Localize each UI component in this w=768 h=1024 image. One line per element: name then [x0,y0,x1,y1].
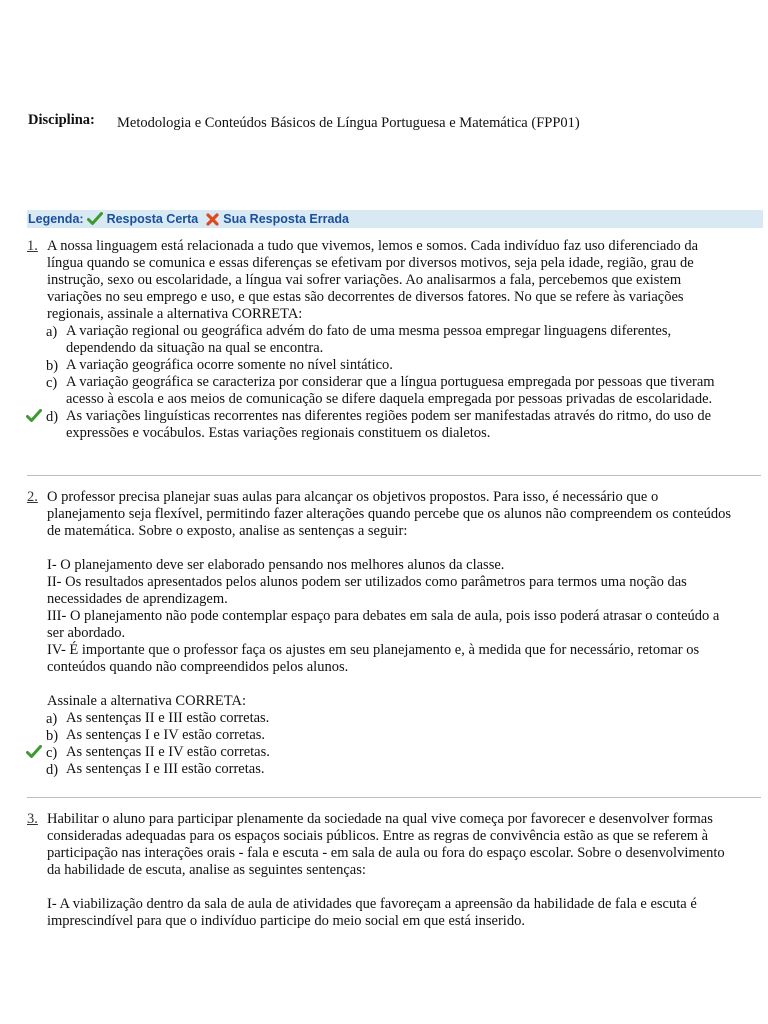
option-b [47,727,737,744]
legend-wrong-label: Sua Resposta Errada [223,212,350,226]
option-text: As sentenças II e IV estão corretas. [66,744,270,760]
question-instruction: Assinale a alternativa CORRETA: [47,693,246,709]
option-d [47,761,737,778]
option-text: As sentenças I e III estão corretas. [66,761,265,777]
divider [27,797,761,798]
question-number[interactable]: 1. [27,238,38,254]
option-text: As sentenças II e III estão corretas. [66,710,270,726]
option-c [47,744,737,761]
question-2 [27,489,737,778]
question-number[interactable]: 3. [27,811,38,827]
statement-i: I- A viabilização dentro da sala de aula de atividades que favoreçam a apreensão da habilidade de fala e escuta é imprescindível para que o indivíduo participe do meio social em que está inserido. [47,896,697,929]
option-d [47,408,737,442]
option-letter: b) [46,728,59,744]
option-text: A variação geográfica se caracteriza por considerar que a língua portuguesa empregada por pessoas que tiveram acesso à escola e aos meios de comunicação se difere daquela empregada por pessoas privadas de escolaridade. [66,374,715,407]
statement-iv: IV- É importante que o professor faça os ajustes em seu planejamento e, à medida que for necessário, retomar os conteúdos quando não compreendidos pelos alunos. [47,642,700,675]
divider [27,475,761,476]
statement-iii: III- O planejamento não pode contemplar espaço para debates em sala de aula, pois isso poderá atrasar o conteúdo a ser abordado. [47,608,720,641]
correct-checkmark-icon [26,409,42,428]
legend-bar [27,210,763,228]
legend-correct-label: Resposta Certa [106,212,199,226]
option-text: A variação geográfica ocorre somente no nível sintático. [66,357,393,373]
option-text: As sentenças I e IV estão corretas. [66,727,266,743]
question-stem: O professor precisa planejar suas aulas para alcançar os objetivos propostos. Para isso, é necessário que o planejamento seja flexível, permitindo fazer alterações quando percebe que os alunos não compreendem os conteúdos de matemática. Sobre o exposto, analise as sentenças a seguir: [47,489,732,539]
question-3 [27,811,737,930]
legend-label: Legenda: [28,212,84,226]
discipline-label: Disciplina: [28,112,95,128]
option-a [47,323,737,357]
statement-i: I- O planejamento deve ser elaborado pensando nos melhores alunos da classe. [47,557,505,573]
option-letter: d) [46,409,59,425]
option-letter: b) [46,358,59,374]
correct-checkmark-icon [26,745,42,764]
option-letter: a) [46,324,58,340]
option-b [47,357,737,374]
question-1 [27,238,737,442]
checkmark-icon [87,212,103,226]
discipline-name: Metodologia e Conteúdos Básicos de Língua Portuguesa e Matemática (FPP01) [117,115,580,131]
cross-icon [206,213,219,226]
option-letter: c) [46,745,58,761]
question-number[interactable]: 2. [27,489,38,505]
question-stem: A nossa linguagem está relacionada a tudo que vivemos, lemos e somos. Cada indivíduo faz uso diferenciado da língua quando se comunica e essas diferenças se efetivam por diversos motivos, seja pela idade, região, grau de instrução, sexo ou escolaridade, a língua vai sofrer variações. Ao analisarmos a fala, percebemos que existem variações no seu emprego e uso, e que estas são decorrentes de diversos fatores. No que se refere às variações regionais, assinale a alternativa CORRETA: [47,238,699,322]
option-text: A variação regional ou geográfica advém do fato de uma mesma pessoa empregar linguagens diferentes, dependendo da situação na qual se encontra. [66,323,672,356]
statement-ii: II- Os resultados apresentados pelos alunos podem ser utilizados como parâmetros para termos uma noção das necessidades de aprendizagem. [47,574,687,607]
option-a [47,710,737,727]
option-letter: c) [46,375,58,391]
option-letter: d) [46,762,59,778]
option-text: As variações linguísticas recorrentes nas diferentes regiões podem ser manifestadas através do ritmo, do uso de expressões e vocábulos. Estas variações regionais constituem os dialetos. [66,408,712,441]
option-letter: a) [46,711,58,727]
question-stem: Habilitar o aluno para participar plenamente da sociedade na qual vive começa por favorecer e desenvolver formas consideradas adequadas para os espaços sociais públicos. Entre as regras de convivência estão as que se referem à participação nas interações orais - fala e escuta - em sala de aula ou fora do espaço escolar. Sobre o desenvolvimento da habilidade de escuta, analise as seguintes sentenças: [47,811,725,878]
option-c [47,374,737,408]
